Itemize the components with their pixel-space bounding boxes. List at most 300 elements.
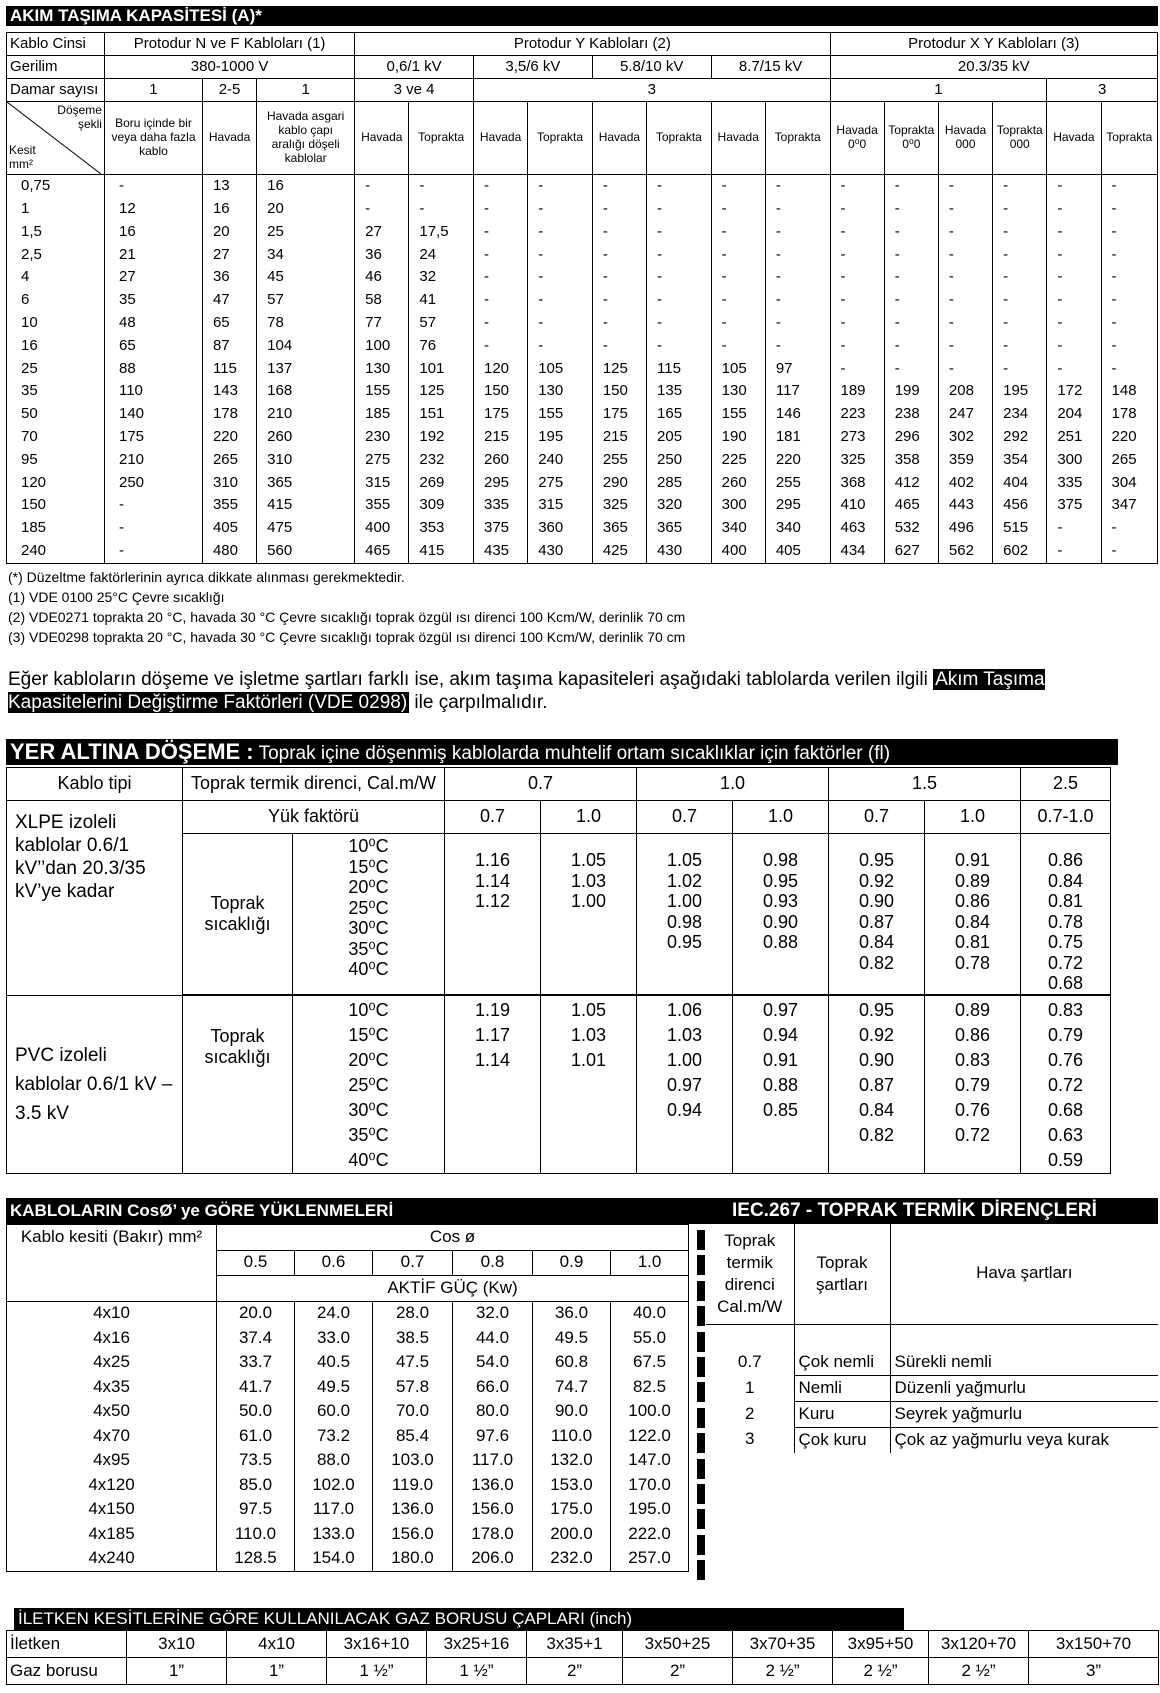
factor-column [829, 995, 925, 1173]
capacity-value: - [765, 243, 830, 266]
capacity-value: 36 [202, 266, 256, 289]
capacity-value: - [104, 494, 202, 517]
capacity-value: 325 [830, 449, 884, 472]
resistance-value: 1 [745, 1377, 755, 1397]
header-soil: Toprakta [765, 102, 830, 175]
factor-value: 0.88 [762, 1074, 799, 1095]
soil-condition: Çok kuru [794, 1427, 890, 1453]
table-row [7, 175, 1158, 198]
capacity-value: 185 [355, 403, 409, 426]
capacity-value: 435 [473, 540, 527, 563]
capacity-value: - [993, 221, 1047, 244]
footnotes [8, 567, 685, 647]
capacity-value: 265 [1101, 449, 1157, 472]
capacity-value: - [592, 289, 646, 312]
capacity-value: - [884, 312, 938, 335]
factor-value: 0.87 [858, 911, 895, 932]
power-value: 110.0 [217, 1522, 295, 1547]
factor-column [541, 995, 637, 1173]
capacity-value: 130 [355, 357, 409, 380]
capacity-value: 175 [104, 426, 202, 449]
capacity-value: - [884, 243, 938, 266]
row-label-cable-type: Kablo Cinsi [7, 33, 105, 56]
capacity-value: 115 [202, 357, 256, 380]
power-value: 88.0 [295, 1449, 373, 1474]
capacity-value: 255 [765, 471, 830, 494]
capacity-value: - [711, 243, 765, 266]
capacity-value: 304 [1101, 471, 1157, 494]
factor-value: 1.05 [666, 850, 703, 870]
capacity-value: - [1101, 312, 1157, 335]
factor-column [637, 995, 733, 1173]
capacity-value: - [104, 540, 202, 563]
intro-text-end: ile çarpılmalıdır. [409, 692, 548, 713]
capacity-value: 296 [884, 426, 938, 449]
capacity-value: 34 [257, 243, 355, 266]
factor-column [829, 834, 925, 995]
factor-value: 0.86 [954, 1024, 991, 1045]
capacity-value: - [473, 243, 527, 266]
voltage-1: 380-1000 V [104, 56, 354, 79]
power-value: 60.8 [533, 1351, 611, 1376]
load-factor: 1.0 [541, 801, 637, 834]
capacity-value: 105 [528, 357, 593, 380]
capacity-value: 315 [528, 494, 593, 517]
factor-value: 1.16 [474, 850, 511, 870]
capacity-value: 16 [104, 221, 202, 244]
table-row [7, 1473, 689, 1498]
capacity-value: - [884, 357, 938, 380]
cross-section-value: 35 [7, 380, 105, 403]
pipe-size-value: 1” [227, 1658, 327, 1685]
group-protodur-y: Protodur Y Kabloları (2) [355, 33, 830, 56]
capacity-value: 181 [765, 426, 830, 449]
capacity-value: - [938, 243, 992, 266]
power-value: 40.0 [611, 1301, 689, 1326]
cores-4: 3 ve 4 [355, 79, 474, 102]
cos-phi-value: 0.8 [453, 1250, 533, 1276]
pvc-label-text: PVC izoleli kablolar 0.6/1 kV – 3.5 kV [15, 1044, 173, 1124]
cos-phi-value: 1.0 [611, 1250, 689, 1276]
capacity-value: 220 [765, 449, 830, 472]
capacity-value: - [528, 175, 593, 198]
capacity-value: 340 [765, 517, 830, 540]
factor-value: 1.03 [666, 1024, 703, 1045]
power-value: 153.0 [533, 1473, 611, 1498]
pipe-size-value: 2” [527, 1658, 623, 1685]
conductor-value: 3x16+10 [327, 1631, 427, 1658]
capacity-value: - [647, 289, 712, 312]
capacity-value: 250 [647, 449, 712, 472]
capacity-value: 150 [473, 380, 527, 403]
capacity-value: 205 [647, 426, 712, 449]
capacity-value: 368 [830, 471, 884, 494]
factor-value: 0.88 [762, 932, 799, 952]
pvc-cable-label [7, 995, 183, 1173]
table-row [7, 221, 1158, 244]
power-value: 85.0 [217, 1473, 295, 1498]
temperature-label: 30⁰C [348, 918, 389, 938]
capacity-value: - [830, 289, 884, 312]
temperature-label: 10⁰C [348, 999, 389, 1020]
capacity-value: 25 [257, 221, 355, 244]
header-soil-trefoil: Toprakta 0⁰0 [884, 102, 938, 175]
capacity-value: - [938, 175, 992, 198]
capacity-value: - [1047, 243, 1101, 266]
capacity-value: - [1101, 517, 1157, 540]
temperature-label: 40⁰C [348, 959, 389, 979]
capacity-value: - [528, 221, 593, 244]
cores-5: 3 [473, 79, 830, 102]
capacity-value: 20 [202, 221, 256, 244]
pipe-size-value: 1 ½” [427, 1658, 527, 1685]
capacity-value: 47 [202, 289, 256, 312]
power-value: 73.5 [217, 1449, 295, 1474]
capacity-value: 240 [528, 449, 593, 472]
capacity-value: 215 [473, 426, 527, 449]
capacity-value: 168 [257, 380, 355, 403]
title-iec: IEC.267 - TOPRAK TERMİK DİRENÇLERİ [732, 1200, 1097, 1221]
voltage-3: 3,5/6 kV [473, 56, 592, 79]
air-condition: Çok az yağmurlu veya kurak [890, 1427, 1158, 1453]
capacity-value: 247 [938, 403, 992, 426]
power-value: 170.0 [611, 1473, 689, 1498]
iec-thermal-resistance-table [706, 1224, 1158, 1453]
pipe-size-value: 2” [623, 1658, 733, 1685]
load-factor: 0.7 [445, 801, 541, 834]
capacity-value: 300 [711, 494, 765, 517]
capacity-value: - [592, 312, 646, 335]
capacity-value: 78 [257, 312, 355, 335]
capacity-value: - [993, 243, 1047, 266]
factor-value: 1.00 [666, 891, 703, 911]
power-value: 117.0 [453, 1449, 533, 1474]
factor-value: 1.06 [666, 999, 703, 1020]
capacity-value: 27 [104, 266, 202, 289]
cores-1: 1 [104, 79, 202, 102]
capacity-value: 515 [993, 517, 1047, 540]
factor-value: 0.84 [858, 1099, 895, 1120]
capacity-value: 46 [355, 266, 409, 289]
table-row [7, 403, 1158, 426]
capacity-value: 309 [409, 494, 474, 517]
conductor-value: 3x10 [127, 1631, 227, 1658]
factor-value: 0.95 [666, 932, 703, 952]
capacity-value: - [884, 175, 938, 198]
capacity-value: 238 [884, 403, 938, 426]
capacity-value: - [104, 175, 202, 198]
table-row [7, 1522, 689, 1547]
capacity-value: 178 [1101, 403, 1157, 426]
cross-section-label: Kesit mm² [9, 143, 36, 172]
cos-phi-power-table [6, 1224, 689, 1572]
table-row [7, 289, 1158, 312]
capacity-value: 325 [592, 494, 646, 517]
factor-value: 0.68 [1047, 973, 1084, 993]
table-row [7, 494, 1158, 517]
factor-value: 0.87 [858, 1074, 895, 1095]
capacity-value: 104 [257, 335, 355, 358]
factor-value: 0.95 [762, 870, 799, 891]
table-row [7, 449, 1158, 472]
power-value: 66.0 [453, 1375, 533, 1400]
capacity-value: 260 [473, 449, 527, 472]
factor-value: 0.78 [1047, 911, 1084, 932]
capacity-value: 402 [938, 471, 992, 494]
power-value: 97.5 [217, 1498, 295, 1523]
conductor-value: 4x10 [227, 1631, 327, 1658]
capacity-value: - [993, 289, 1047, 312]
capacity-value: 12 [104, 198, 202, 221]
capacity-value: 430 [647, 540, 712, 563]
capacity-value: - [884, 335, 938, 358]
capacity-value: - [473, 198, 527, 221]
capacity-value: 36 [355, 243, 409, 266]
power-value: 61.0 [217, 1424, 295, 1449]
table-row [7, 198, 1158, 221]
capacity-value: 87 [202, 335, 256, 358]
temperature-list [293, 995, 445, 1173]
capacity-value: - [528, 243, 593, 266]
cross-section-value: 25 [7, 357, 105, 380]
capacity-value: - [1101, 243, 1157, 266]
capacity-value: - [938, 357, 992, 380]
capacity-value: - [528, 312, 593, 335]
capacity-value: 365 [592, 517, 646, 540]
capacity-value: 16 [202, 198, 256, 221]
factor-value: 0.82 [858, 952, 895, 973]
capacity-value: - [647, 221, 712, 244]
factor-column [733, 834, 829, 995]
cos-phi-value: 0.7 [373, 1250, 453, 1276]
power-value: 32.0 [453, 1301, 533, 1326]
capacity-value: - [993, 335, 1047, 358]
capacity-data-body [7, 175, 1158, 564]
header-air-conditions: Hava şartları [890, 1224, 1158, 1324]
capacity-value: 57 [409, 312, 474, 335]
capacity-value: 117 [765, 380, 830, 403]
table-row [7, 1301, 689, 1326]
factor-value: 0.98 [666, 911, 703, 932]
capacity-value: - [830, 357, 884, 380]
power-value: 85.4 [373, 1424, 453, 1449]
capacity-value: - [830, 266, 884, 289]
capacity-value: 77 [355, 312, 409, 335]
capacity-value: 360 [528, 517, 593, 540]
capacity-value: - [711, 175, 765, 198]
power-value: 119.0 [373, 1473, 453, 1498]
capacity-value: 97 [765, 357, 830, 380]
temperature-label: 30⁰C [348, 1099, 389, 1120]
power-value: 97.6 [453, 1424, 533, 1449]
power-value: 55.0 [611, 1326, 689, 1351]
temperature-list [293, 834, 445, 995]
power-value: 47.5 [373, 1351, 453, 1376]
capacity-value: 375 [1047, 494, 1101, 517]
factor-column [637, 834, 733, 995]
power-value: 60.0 [295, 1400, 373, 1425]
capacity-value: - [647, 198, 712, 221]
capacity-value: - [1101, 266, 1157, 289]
capacity-value: 88 [104, 357, 202, 380]
pipe-size-value: 2 ½” [833, 1658, 929, 1685]
capacity-value: 532 [884, 517, 938, 540]
capacity-value: 165 [647, 403, 712, 426]
table-row [7, 312, 1158, 335]
capacity-value: - [938, 312, 992, 335]
capacity-value: 16 [257, 175, 355, 198]
capacity-value: 275 [528, 471, 593, 494]
factor-value: 1.00 [570, 891, 607, 911]
factor-value: 0.76 [1047, 1049, 1084, 1070]
capacity-value: 295 [765, 494, 830, 517]
capacity-value: - [765, 312, 830, 335]
header-air-flat: Havada 000 [938, 102, 992, 175]
cross-section-value: 6 [7, 289, 105, 312]
capacity-value: - [711, 198, 765, 221]
capacity-value: - [1047, 198, 1101, 221]
capacity-value: 465 [355, 540, 409, 563]
capacity-value: 365 [647, 517, 712, 540]
table-row [706, 1375, 1158, 1401]
power-value: 67.5 [611, 1351, 689, 1376]
capacity-value: 443 [938, 494, 992, 517]
cores-6: 1 [830, 79, 1047, 102]
factor-column [925, 834, 1021, 995]
power-value: 80.0 [453, 1400, 533, 1425]
capacity-value: 355 [202, 494, 256, 517]
capacity-value: - [993, 357, 1047, 380]
factor-value: 0.89 [954, 870, 991, 891]
factor-value: 0.91 [762, 1049, 799, 1070]
power-value: 40.5 [295, 1351, 373, 1376]
section-title-cos-loading [6, 1198, 1158, 1224]
section-title-gas-pipe: İLETKEN KESİTLERİNE GÖRE KULLANILACAK GAZ BORUSU ÇAPLARI (inch) [14, 1608, 904, 1630]
factor-column [541, 834, 637, 995]
capacity-value: - [1101, 221, 1157, 244]
capacity-value: - [1101, 175, 1157, 198]
factor-value: 0.75 [1047, 932, 1084, 952]
capacity-value: - [830, 335, 884, 358]
table-row [7, 1547, 689, 1572]
power-value: 50.0 [217, 1400, 295, 1425]
factor-value: 0.59 [1047, 1149, 1084, 1170]
factor-value: 1.17 [474, 1024, 511, 1045]
capacity-value: 210 [104, 449, 202, 472]
temperature-label: 10⁰C [348, 836, 389, 856]
capacity-value: 434 [830, 540, 884, 563]
header-soil: Toprakta [409, 102, 474, 175]
power-value: 90.0 [533, 1400, 611, 1425]
laying-method-label: Döşeme şekli [57, 103, 102, 131]
capacity-value: 496 [938, 517, 992, 540]
capacity-value: - [528, 198, 593, 221]
capacity-value: 125 [592, 357, 646, 380]
soil-temp-label: Toprak sıcaklığı [183, 995, 293, 1173]
capacity-value: 415 [257, 494, 355, 517]
capacity-value: 425 [592, 540, 646, 563]
capacity-value: - [473, 289, 527, 312]
capacity-value: - [1047, 266, 1101, 289]
table-row [7, 540, 1158, 563]
resistance-1-0: 1.0 [637, 768, 829, 801]
factor-value: 0.92 [858, 870, 895, 891]
iec-data-body [706, 1350, 1158, 1453]
capacity-value: 195 [528, 426, 593, 449]
factor-value: 0.76 [954, 1099, 991, 1120]
cross-section-value: 185 [7, 517, 105, 540]
cable-section-value: 4x240 [7, 1547, 217, 1572]
capacity-value: 302 [938, 426, 992, 449]
capacity-value: - [765, 266, 830, 289]
capacity-value: 269 [409, 471, 474, 494]
factor-value: 0.84 [858, 932, 895, 952]
capacity-value: 27 [355, 221, 409, 244]
header-soil-flat: Toprakta 000 [993, 102, 1047, 175]
capacity-value: - [1101, 540, 1157, 563]
capacity-value: - [993, 266, 1047, 289]
capacity-value: - [938, 198, 992, 221]
capacity-value: - [993, 312, 1047, 335]
cable-section-value: 4x120 [7, 1473, 217, 1498]
power-value: 154.0 [295, 1547, 373, 1572]
capacity-value: - [993, 198, 1047, 221]
factor-value: 0.79 [954, 1074, 991, 1095]
header-cable-section-text: Kablo kesiti (Bakır) mm² [20, 1227, 203, 1247]
capacity-value: 355 [355, 494, 409, 517]
factor-value: 0.93 [762, 891, 799, 911]
factor-value: 0.72 [1047, 1074, 1084, 1095]
factor-value: 0.89 [954, 999, 991, 1020]
cross-section-value: 2,5 [7, 243, 105, 266]
resistance-value: 2 [745, 1403, 755, 1423]
factor-value: 0.83 [954, 1049, 991, 1070]
header-in-pipe: Boru içinde bir veya daha fazla kablo [104, 102, 202, 175]
capacity-value: 405 [202, 517, 256, 540]
capacity-value: 475 [257, 517, 355, 540]
title-bold: YER ALTINA DÖŞEME : [10, 739, 254, 764]
capacity-value: - [711, 335, 765, 358]
conductor-value: 3x50+25 [623, 1631, 733, 1658]
factor-value: 0.84 [1047, 870, 1084, 891]
conductor-value: 3x120+70 [929, 1631, 1029, 1658]
factor-column [1021, 834, 1111, 995]
capacity-value: 148 [1101, 380, 1157, 403]
header-soil-conditions: Toprak şartları [794, 1224, 890, 1324]
capacity-value: 404 [993, 471, 1047, 494]
capacity-value: 175 [592, 403, 646, 426]
resistance-1-5: 1.5 [829, 768, 1021, 801]
capacity-value: - [1101, 335, 1157, 358]
resistance-value: 3 [745, 1429, 755, 1449]
capacity-value: - [409, 175, 474, 198]
temperature-label: 15⁰C [348, 1024, 389, 1045]
table-row [7, 266, 1158, 289]
capacity-value: 340 [711, 517, 765, 540]
intro-text: Eğer kabloların döşeme ve işletme şartları farklı ise, akım taşıma kapasiteleri aşağıdaki tablolarda verilen ilgili [8, 669, 934, 690]
capacity-value: 251 [1047, 426, 1101, 449]
pipe-size-value: 1 ½” [327, 1658, 427, 1685]
capacity-value: 105 [711, 357, 765, 380]
factor-value: 0.91 [954, 850, 991, 870]
capacity-value: - [592, 266, 646, 289]
factor-value: 0.98 [762, 850, 799, 870]
current-capacity-table [6, 32, 1158, 564]
power-value: 38.5 [373, 1326, 453, 1351]
factor-value: 1.03 [570, 870, 607, 891]
capacity-value: - [473, 312, 527, 335]
title-rest: Toprak içine döşenmiş kablolarda muhtelif ortam sıcaklıklar için faktörler (fl) [253, 743, 891, 764]
